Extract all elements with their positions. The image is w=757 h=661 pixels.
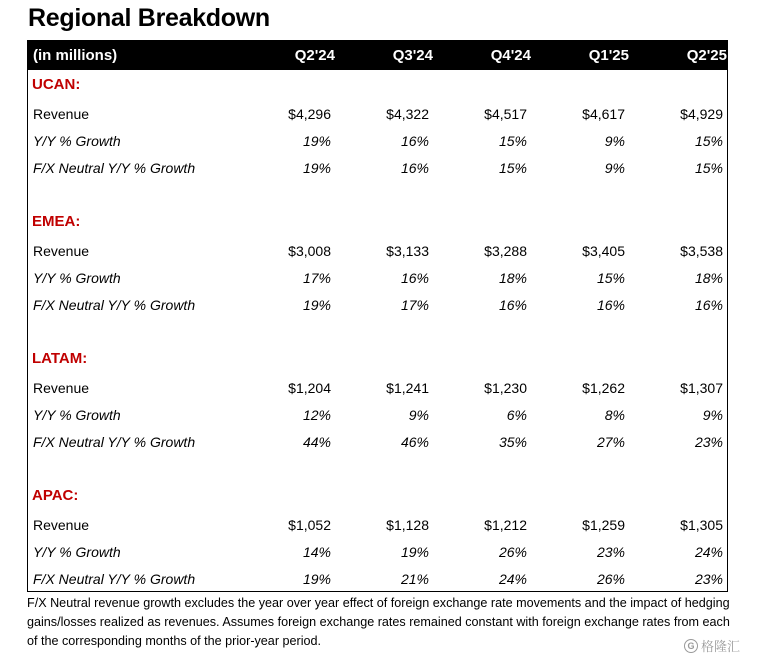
table-row xyxy=(28,567,727,594)
table-cell: $4,322 xyxy=(386,106,429,122)
table-cell: 14% xyxy=(302,544,331,560)
table-cell: 35% xyxy=(498,434,527,450)
table-row xyxy=(28,129,727,156)
table-row xyxy=(28,102,727,129)
table-row xyxy=(28,266,727,293)
table-cell: 16% xyxy=(694,297,723,313)
table-cell: 15% xyxy=(694,160,723,176)
row-label: F/X Neutral Y/Y % Growth xyxy=(33,571,196,587)
table-cell: 9% xyxy=(408,407,429,423)
table-cell: 16% xyxy=(400,133,429,149)
column-header-q2-25: Q2'25 xyxy=(686,47,727,64)
table-cell: $1,307 xyxy=(680,380,723,396)
table-cell: 24% xyxy=(498,571,527,587)
section-title-apac: APAC: xyxy=(32,487,79,504)
table-cell: $1,204 xyxy=(288,380,331,396)
table-cell: 18% xyxy=(694,270,723,286)
table-row xyxy=(28,239,727,266)
table-row xyxy=(28,513,727,540)
table-cell: $1,230 xyxy=(484,380,527,396)
watermark-logo-icon: G xyxy=(684,639,698,653)
table-cell: 46% xyxy=(400,434,429,450)
table-cell: 16% xyxy=(400,270,429,286)
table-cell: $1,305 xyxy=(680,517,723,533)
table-cell: 19% xyxy=(400,544,429,560)
table-row xyxy=(28,403,727,430)
table-cell: 6% xyxy=(506,407,527,423)
table-cell: 9% xyxy=(702,407,723,423)
table-row xyxy=(28,376,727,403)
table-cell: 17% xyxy=(302,270,331,286)
table-cell: $4,517 xyxy=(484,106,527,122)
row-label: F/X Neutral Y/Y % Growth xyxy=(33,434,196,450)
row-label: Y/Y % Growth xyxy=(33,133,121,149)
table-cell: $1,128 xyxy=(386,517,429,533)
watermark xyxy=(684,636,740,655)
table-cell: 19% xyxy=(302,160,331,176)
row-label: F/X Neutral Y/Y % Growth xyxy=(33,160,196,176)
table-cell: $1,259 xyxy=(582,517,625,533)
table-cell: $4,296 xyxy=(288,106,331,122)
table-row xyxy=(28,540,727,567)
table-cell: 15% xyxy=(694,133,723,149)
footnote: F/X Neutral revenue growth excludes the year over year effect of foreign exchange rate movements and the impact of hedging gains/losses realized as revenues. Assumes foreign exchange rates remained constant with foreign exchange rates from each of the corresponding months of the prior-year period. xyxy=(27,596,730,648)
table-cell: 23% xyxy=(694,571,723,587)
regional-breakdown-table xyxy=(27,40,728,592)
table-cell: 16% xyxy=(596,297,625,313)
table-row xyxy=(28,293,727,320)
section-title-ucan: UCAN: xyxy=(32,76,81,93)
table-row xyxy=(28,430,727,457)
row-label: Revenue xyxy=(33,243,90,259)
row-label: Revenue xyxy=(33,106,90,122)
table-cell: 16% xyxy=(498,297,527,313)
table-header xyxy=(28,41,727,70)
table-cell: $1,241 xyxy=(386,380,429,396)
section-title-emea: EMEA: xyxy=(32,213,81,230)
row-label: Revenue xyxy=(33,517,90,533)
table-cell: 21% xyxy=(400,571,429,587)
table-row xyxy=(28,156,727,183)
row-label: Y/Y % Growth xyxy=(33,544,121,560)
table-cell: 8% xyxy=(604,407,625,423)
row-label: Y/Y % Growth xyxy=(33,270,121,286)
table-cell: $4,929 xyxy=(680,106,723,122)
table-cell: 23% xyxy=(694,434,723,450)
table-cell: 26% xyxy=(498,544,527,560)
table-cell: 23% xyxy=(596,544,625,560)
table-cell: 9% xyxy=(604,160,625,176)
page-title: Regional Breakdown xyxy=(28,4,270,32)
table-cell: 15% xyxy=(596,270,625,286)
table-cell: 16% xyxy=(400,160,429,176)
table-cell: 15% xyxy=(498,133,527,149)
units-label: (in millions) xyxy=(33,47,118,64)
table-cell: 26% xyxy=(596,571,625,587)
row-label: F/X Neutral Y/Y % Growth xyxy=(33,297,196,313)
table-cell: 15% xyxy=(498,160,527,176)
table-cell: 19% xyxy=(302,297,331,313)
table-cell: $1,262 xyxy=(582,380,625,396)
column-header-q1-25: Q1'25 xyxy=(588,47,629,64)
table-cell: 19% xyxy=(302,133,331,149)
row-label: Revenue xyxy=(33,380,90,396)
table-cell: 9% xyxy=(604,133,625,149)
table-cell: $3,288 xyxy=(484,243,527,259)
table-cell: $3,133 xyxy=(386,243,429,259)
table-cell: 17% xyxy=(400,297,429,313)
table-cell: $4,617 xyxy=(582,106,625,122)
watermark-text: 格隆汇 xyxy=(701,639,741,654)
column-header-q4-24: Q4'24 xyxy=(490,47,531,64)
row-label: Y/Y % Growth xyxy=(33,407,121,423)
table-cell: $3,008 xyxy=(288,243,331,259)
table-cell: 27% xyxy=(596,434,625,450)
table-cell: 24% xyxy=(694,544,723,560)
table-cell: $1,052 xyxy=(288,517,331,533)
table-cell: 19% xyxy=(302,571,331,587)
column-header-q2-24: Q2'24 xyxy=(294,47,335,64)
table-cell: $1,212 xyxy=(484,517,527,533)
table-cell: $3,405 xyxy=(582,243,625,259)
table-cell: 18% xyxy=(498,270,527,286)
section-title-latam: LATAM: xyxy=(32,350,88,367)
table-cell: 44% xyxy=(302,434,331,450)
table-cell: 12% xyxy=(302,407,331,423)
column-header-q3-24: Q3'24 xyxy=(392,47,433,64)
table-cell: $3,538 xyxy=(680,243,723,259)
